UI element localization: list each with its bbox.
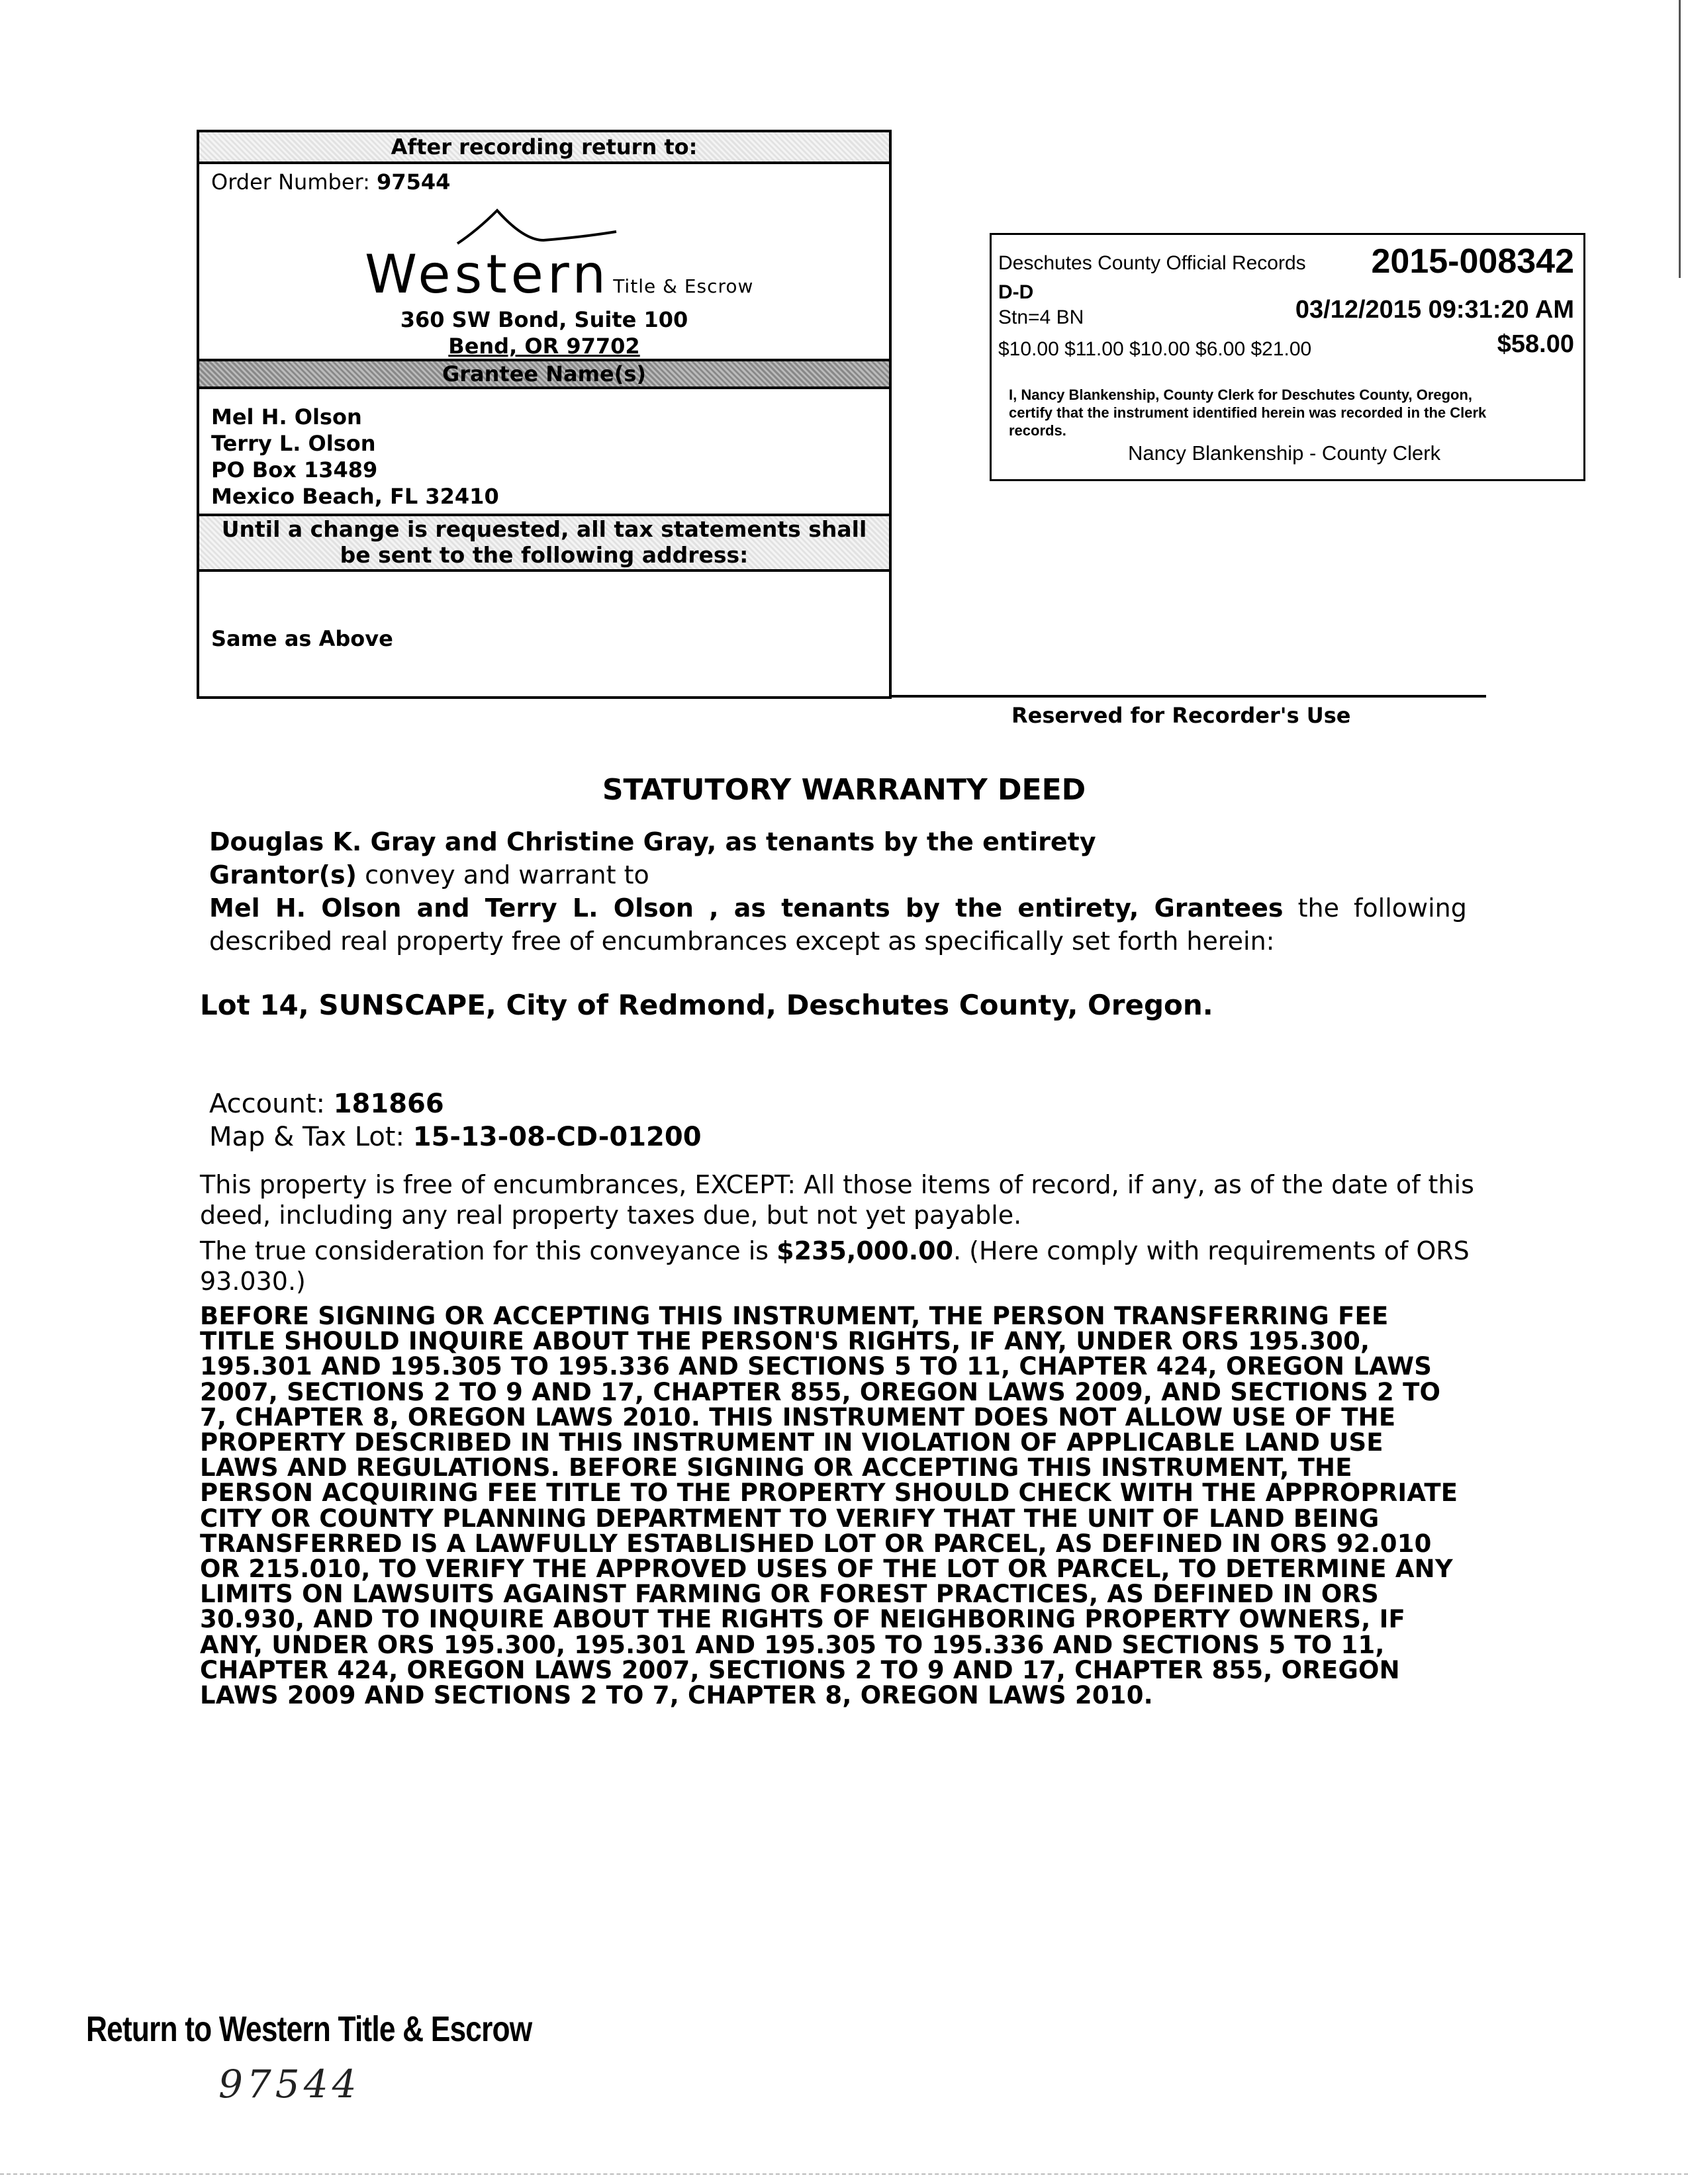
- grantor-clause: [209, 859, 1487, 891]
- grantor-label: Grantor(s): [209, 860, 357, 889]
- order-number-row: [211, 169, 450, 195]
- return-address-box: [197, 130, 892, 699]
- warning-line: PROPERTY DESCRIBED IN THIS INSTRUMENT IN VIOLATION OF APPLICABLE LAND USE: [200, 1428, 1383, 1457]
- grantee-names-deed: Mel H. Olson and Terry L. Olson , as tenants by the entirety, Grantees: [209, 893, 1284, 923]
- grantee-line: Terry L. Olson: [211, 431, 376, 456]
- warning-line: 195.301 AND 195.305 TO 195.336 AND SECTIONS 5 TO 11, CHAPTER 424, OREGON LAWS: [200, 1352, 1432, 1381]
- consideration-pre: The true consideration for this conveyance is: [200, 1236, 777, 1265]
- map-label: Map & Tax Lot:: [209, 1122, 404, 1152]
- grantee-header: Grantee Name(s): [199, 361, 889, 387]
- warning-line: OR 215.010, TO VERIFY THE APPROVED USES OF THE LOT OR PARCEL, TO DETERMINE ANY: [200, 1555, 1453, 1584]
- warning-line: LIMITS ON LAWSUITS AGAINST FARMING OR FOREST PRACTICES, AS DEFINED IN ORS: [200, 1580, 1380, 1609]
- certification-line-3: records.: [1009, 422, 1066, 439]
- warning-line: CHAPTER 424, OREGON LAWS 2007, SECTIONS 2 TO 9 AND 17, CHAPTER 855, OREGON: [200, 1655, 1400, 1684]
- scan-edge-right: [1679, 0, 1681, 278]
- convey-text: convey and warrant to: [357, 860, 649, 889]
- recorder-stamp-box: [990, 233, 1585, 481]
- station: Stn=4 BN: [998, 306, 1084, 328]
- consideration-line-2: 93.030.): [200, 1267, 306, 1296]
- certification-line-2: certify that the instrument identified herein was recorded in the Clerk: [1009, 404, 1487, 421]
- recorder-divider: [892, 695, 1486, 698]
- record-number: 2015-008342: [1371, 242, 1574, 281]
- company-logo: [365, 244, 753, 305]
- tax-statement-header: [199, 516, 889, 569]
- clerk-certification: [1009, 386, 1486, 439]
- described-text: described real property free of encumbrances except as specifically set forth herein:: [209, 927, 1275, 956]
- warning-line: 2007, SECTIONS 2 TO 9 AND 17, CHAPTER 855, OREGON LAWS 2009, AND SECTIONS 2 TO: [200, 1377, 1441, 1406]
- scan-edge: [0, 2173, 1688, 2175]
- deed-title: STATUTORY WARRANTY DEED: [602, 773, 1086, 807]
- warning-line: LAWS AND REGULATIONS. BEFORE SIGNING OR ACCEPTING THIS INSTRUMENT, THE: [200, 1453, 1352, 1482]
- grantee-line: PO Box 13489: [211, 457, 378, 482]
- account-label: Account:: [209, 1089, 325, 1119]
- grantee-line: Mel H. Olson: [211, 404, 362, 430]
- warning-line: TRANSFERRED IS A LAWFULLY ESTABLISHED LOT OR PARCEL, AS DEFINED IN ORS 92.010: [200, 1529, 1432, 1558]
- ors-warning-paragraph: [200, 1304, 1489, 1708]
- return-header: After recording return to:: [199, 132, 889, 163]
- legal-description: Lot 14, SUNSCAPE, City of Redmond, Deschutes County, Oregon.: [200, 989, 1213, 1021]
- total-fee: $58.00: [1497, 330, 1574, 358]
- account-value: 181866: [333, 1089, 444, 1119]
- warning-line: CITY OR COUNTY PLANNING DEPARTMENT TO VERIFY THAT THE UNIT OF LAND BEING: [200, 1504, 1380, 1533]
- tax-header-line-1: Until a change is requested, all tax statements shall: [221, 516, 867, 542]
- grantee-names: [211, 404, 499, 510]
- clerk-signature: Nancy Blankenship - County Clerk: [1128, 441, 1441, 465]
- records-office: Deschutes County Official Records: [998, 252, 1306, 274]
- warning-line: 30.930, AND TO INQUIRE ABOUT THE RIGHTS OF NEIGHBORING PROPERTY OWNERS, IF: [200, 1605, 1406, 1634]
- warning-line: LAWS 2009 AND SECTIONS 2 TO 7, CHAPTER 8, OREGON LAWS 2010.: [200, 1681, 1153, 1710]
- account-row: [209, 1088, 1487, 1120]
- company-address-2: Bend, OR 97702: [448, 334, 640, 359]
- certification-line-1: I, Nancy Blankenship, County Clerk for Deschutes County, Oregon,: [1009, 387, 1473, 403]
- tax-address: Same as Above: [211, 626, 393, 651]
- grantee-line: Mexico Beach, FL 32410: [211, 484, 499, 509]
- warning-line: 7, CHAPTER 8, OREGON LAWS 2010. THIS INSTRUMENT DOES NOT ALLOW USE OF THE: [200, 1402, 1396, 1432]
- warning-line: TITLE SHOULD INQUIRE ABOUT THE PERSON'S RIGHTS, IF ANY, UNDER ORS 195.300,: [200, 1327, 1370, 1356]
- company-suffix: Title & Escrow: [613, 275, 754, 297]
- map-value: 15-13-08-CD-01200: [412, 1122, 702, 1152]
- warning-line: BEFORE SIGNING OR ACCEPTING THIS INSTRUMENT, THE PERSON TRANSFERRING FEE: [200, 1302, 1389, 1330]
- company-name: Western: [365, 244, 610, 305]
- return-stamp: Return to Western Title & Escrow: [86, 2009, 532, 2049]
- grantees-tail: the following: [1283, 893, 1467, 923]
- record-datetime: 03/12/2015 09:31:20 AM: [1295, 296, 1574, 324]
- grantee-clause: [209, 892, 1487, 924]
- consideration-line: [200, 1235, 1489, 1267]
- consideration-post: . (Here comply with requirements of ORS: [953, 1236, 1470, 1265]
- order-number: 97544: [377, 169, 451, 195]
- fee-list: $10.00 $11.00 $10.00 $6.00 $21.00: [998, 338, 1312, 360]
- encumbrance-line-1: This property is free of encumbrances, EXCEPT: All those items of record, if any, as of the date of this: [200, 1170, 1474, 1199]
- company-address-1: 360 SW Bond, Suite 100: [400, 307, 688, 332]
- consideration-amount: $235,000.00: [776, 1236, 954, 1265]
- reserved-label: Reserved for Recorder's Use: [1011, 703, 1351, 728]
- tax-header-line-2: be sent to the following address:: [340, 542, 749, 568]
- grantor-names: Douglas K. Gray and Christine Gray, as tenants by the entirety: [209, 827, 1096, 856]
- doc-type: D-D: [998, 281, 1034, 303]
- warning-line: PERSON ACQUIRING FEE TITLE TO THE PROPERTY SHOULD CHECK WITH THE APPROPRIATE: [200, 1479, 1458, 1508]
- order-label: Order Number:: [211, 169, 370, 195]
- warning-line: ANY, UNDER ORS 195.300, 195.301 AND 195.305 TO 195.336 AND SECTIONS 5 TO 11,: [200, 1630, 1385, 1659]
- handwritten-order-number: 97544: [218, 2062, 361, 2107]
- map-tax-lot-row: [209, 1121, 1487, 1153]
- encumbrance-line-2: deed, including any real property taxes due, but not yet payable.: [200, 1201, 1022, 1230]
